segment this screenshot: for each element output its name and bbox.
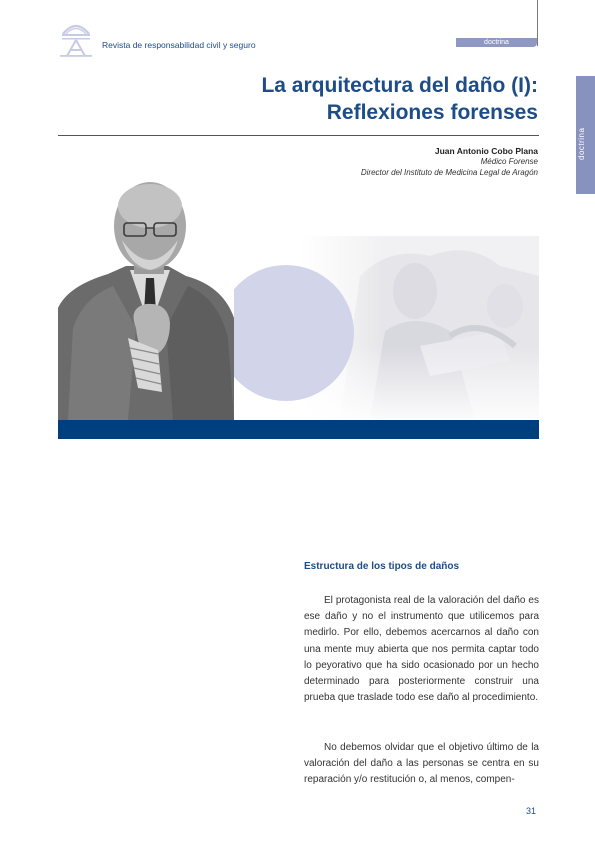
section-heading: Estructura de los tipos de daños [304, 561, 460, 572]
journal-logo-icon [57, 20, 95, 58]
author-portrait [58, 178, 234, 420]
article-title-line2: Reflexiones forenses [326, 101, 538, 124]
author-affiliation: Director del Instituto de Medicina Legal de Aragón [360, 168, 538, 177]
title-divider [58, 135, 539, 136]
decorative-circle [218, 265, 354, 401]
body-paragraph: No debemos olvidar que el objetivo último de la valoración del daño a las personas se centra en su reparación y/o restitución o, al menos, compen- [304, 742, 539, 786]
article-title [138, 72, 538, 126]
section-tab: doctrina [456, 38, 537, 47]
article-title-line1: La arquitectura del daño (I): [261, 74, 538, 97]
page-number: 31 [526, 806, 537, 816]
side-section-label: doctrina [577, 127, 586, 160]
header-divider-line [537, 0, 538, 46]
body-paragraph: El protagonista real de la valoración del daño es ese daño y no el instrumento que utilicemos para medirlo. Por ello, debemos acercarnos al daño con una mente muy abierta que nos permita captar todo lo peyorativo que ha sido ocasionado por un hecho determinado para posteriormente construir una prueba que traslade todo ese daño al procedimiento. [304, 595, 539, 704]
author-name: Juan Antonio Cobo Plana [434, 146, 538, 156]
decorative-band [58, 420, 539, 439]
journal-name: Revista de responsabilidad civil y seguro [102, 40, 256, 50]
author-role: Médico Forense [480, 157, 538, 166]
